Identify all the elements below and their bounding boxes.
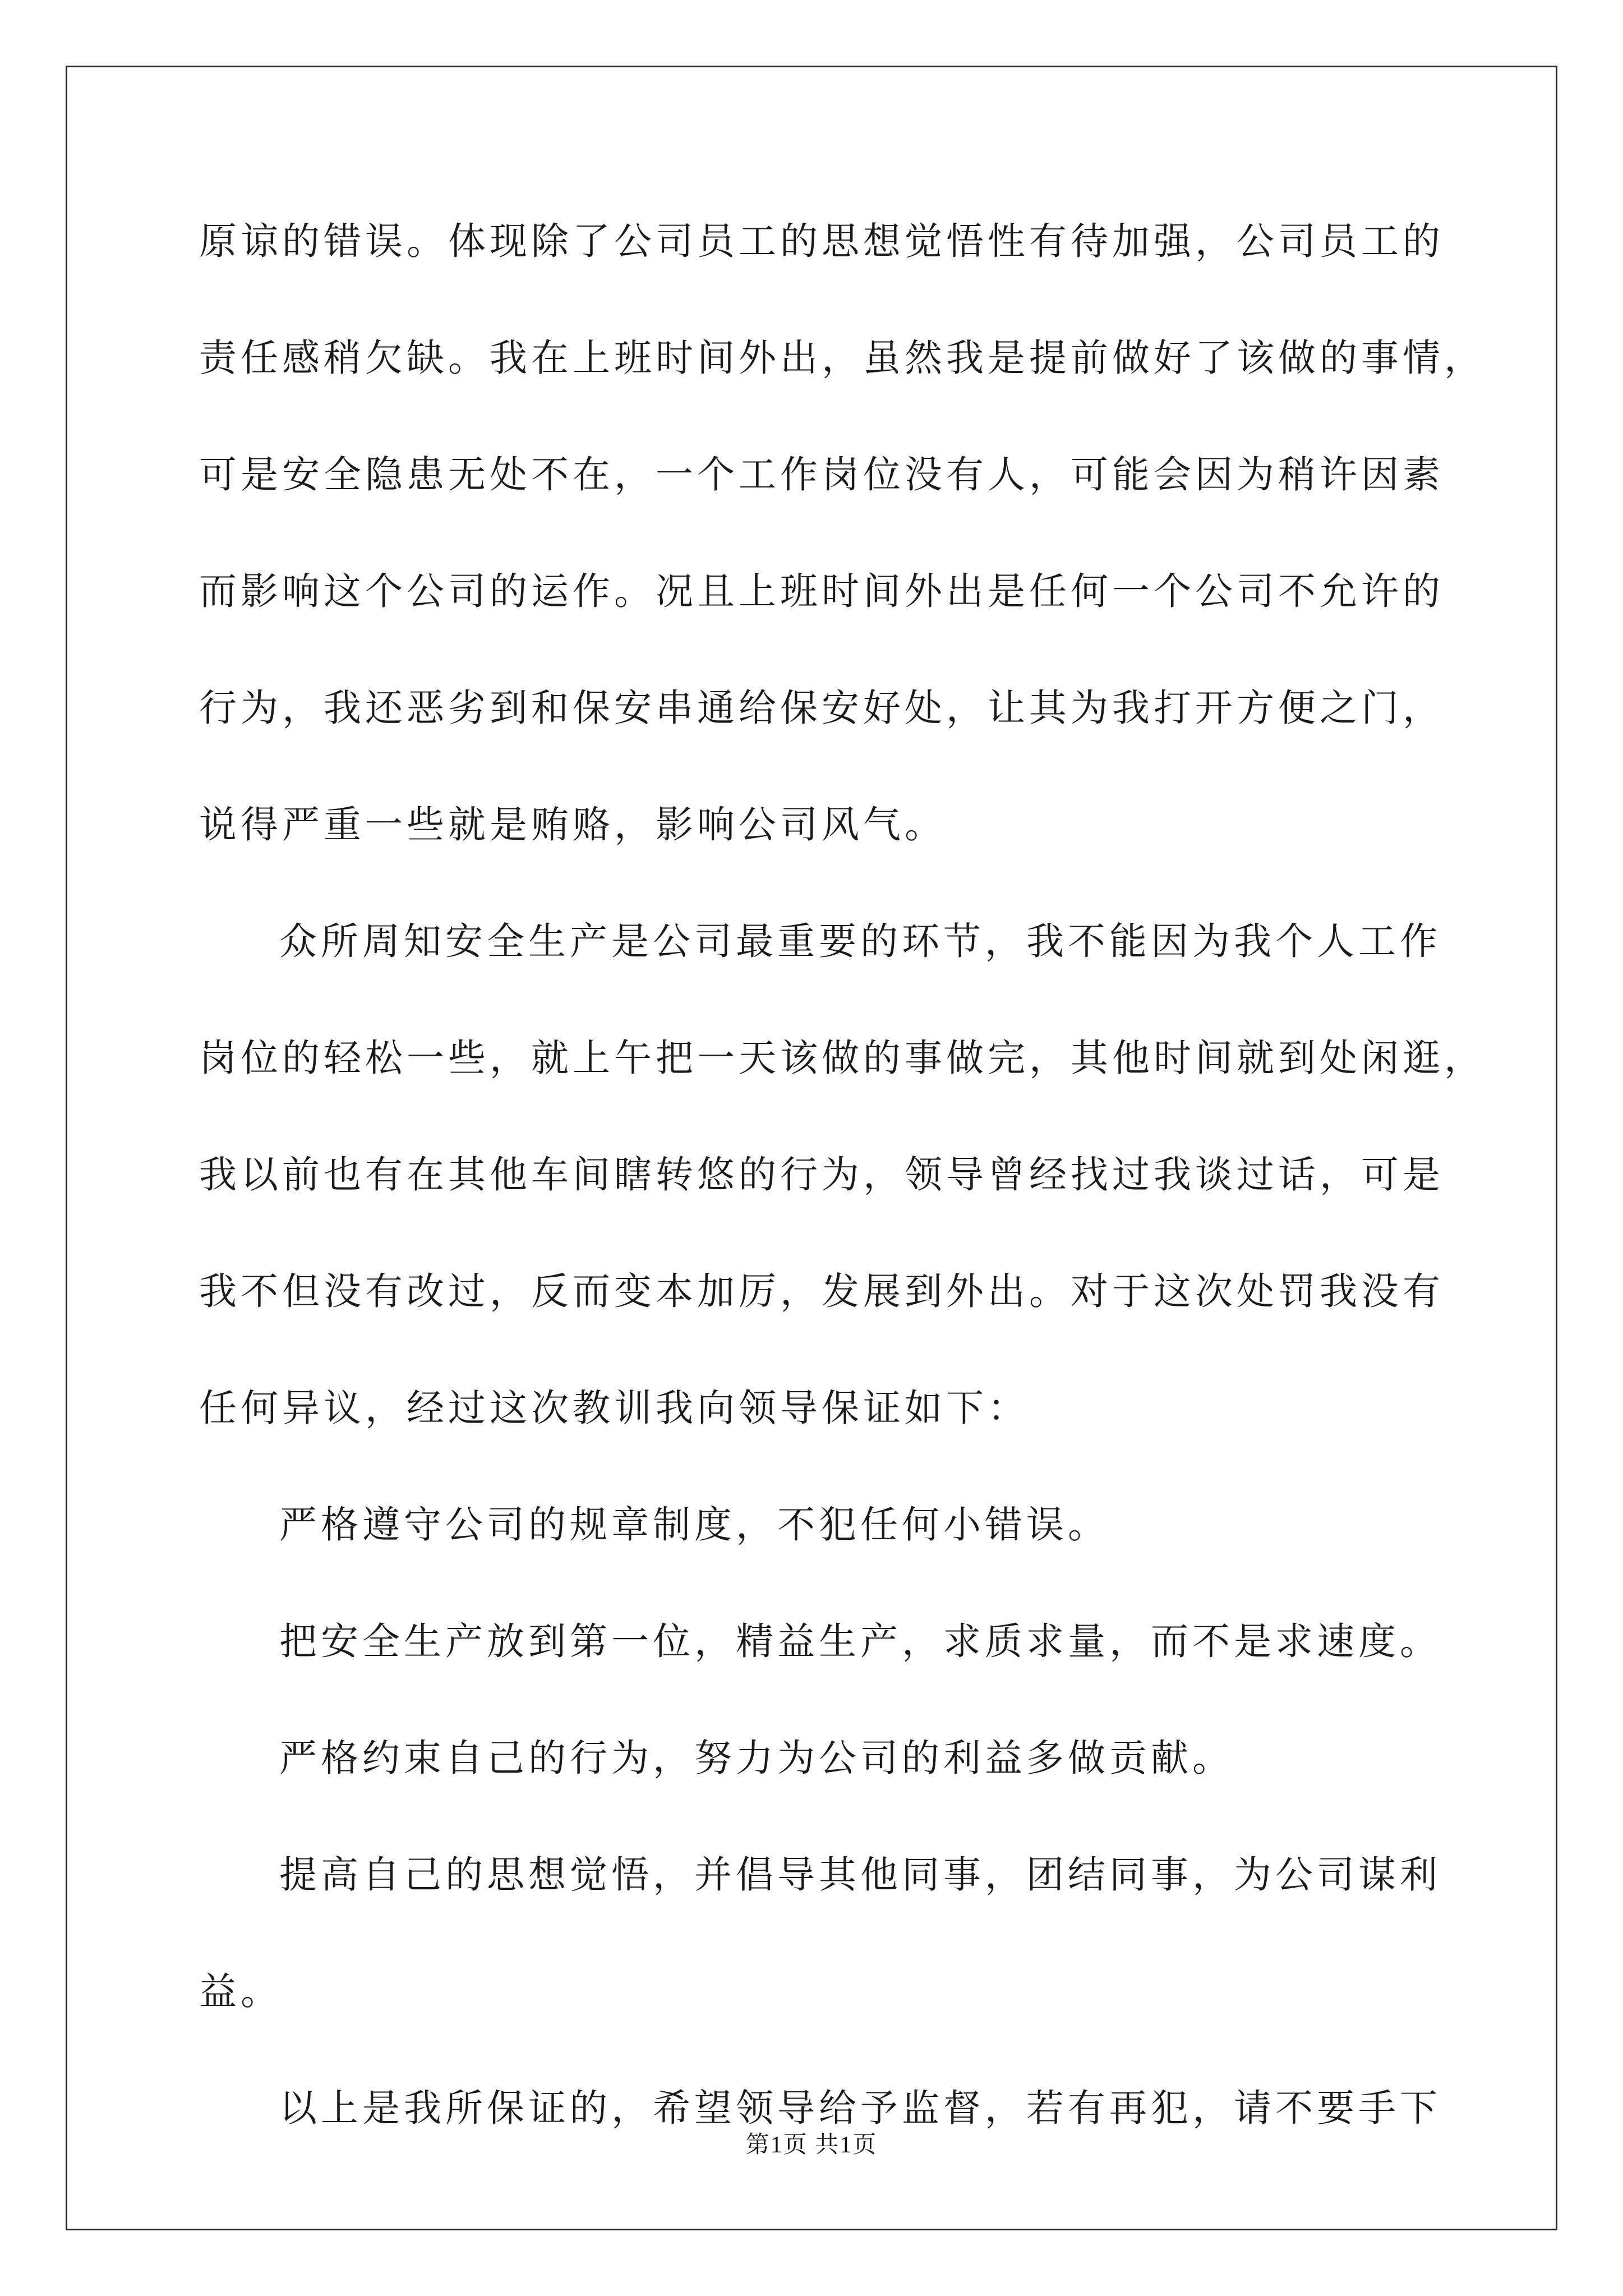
text-line: 岗位的轻松一些，就上午把一天该做的事做完，其他时间就到处闲逛，: [199, 1036, 1486, 1080]
text-line: 益。: [199, 1970, 282, 2013]
text-line: 说得严重一些就是贿赂，影响公司风气。: [199, 803, 946, 846]
pledge-item: 把安全生产放到第一位，精益生产，求质求量，而不是求速度。: [279, 1619, 1441, 1663]
paragraph-start-line: 以上是我所保证的，希望领导给予监督，若有再犯，请不要手下: [279, 2086, 1441, 2130]
pledge-item: 严格遵守公司的规章制度，不犯任何小错误。: [279, 1503, 1109, 1547]
paragraph-start-line: 众所周知安全生产是公司最重要的环节，我不能因为我个人工作: [279, 919, 1441, 963]
page-border: [66, 66, 1557, 2230]
text-line: 我以前也有在其他车间瞎转悠的行为，领导曾经找过我谈过话，可是: [199, 1153, 1444, 1197]
text-line: 任何异议，经过这次教训我向领导保证如下：: [199, 1386, 1029, 1430]
text-line: 可是安全隐患无处不在，一个工作岗位没有人，可能会因为稍许因素: [199, 453, 1444, 496]
text-line: 责任感稍欠缺。我在上班时间外出，虽然我是提前做好了该做的事情，: [199, 336, 1486, 380]
text-line: 我不但没有改过，反而变本加厉，发展到外出。对于这次处罚我没有: [199, 1269, 1444, 1313]
text-line: 行为，我还恶劣到和保安串通给保安好处，让其为我打开方便之门，: [199, 686, 1444, 730]
text-line: 原谅的错误。体现除了公司员工的思想觉悟性有待加强，公司员工的: [199, 219, 1444, 263]
page-number-footer: 第1页 共1页: [745, 2132, 878, 2158]
text-line: 而影响这个公司的运作。况且上班时间外出是任何一个公司不允许的: [199, 569, 1444, 613]
pledge-item: 严格约束自己的行为，努力为公司的利益多做贡献。: [279, 1736, 1234, 1780]
pledge-item: 提高自己的思想觉悟，并倡导其他同事，团结同事，为公司谋利: [279, 1853, 1441, 1897]
